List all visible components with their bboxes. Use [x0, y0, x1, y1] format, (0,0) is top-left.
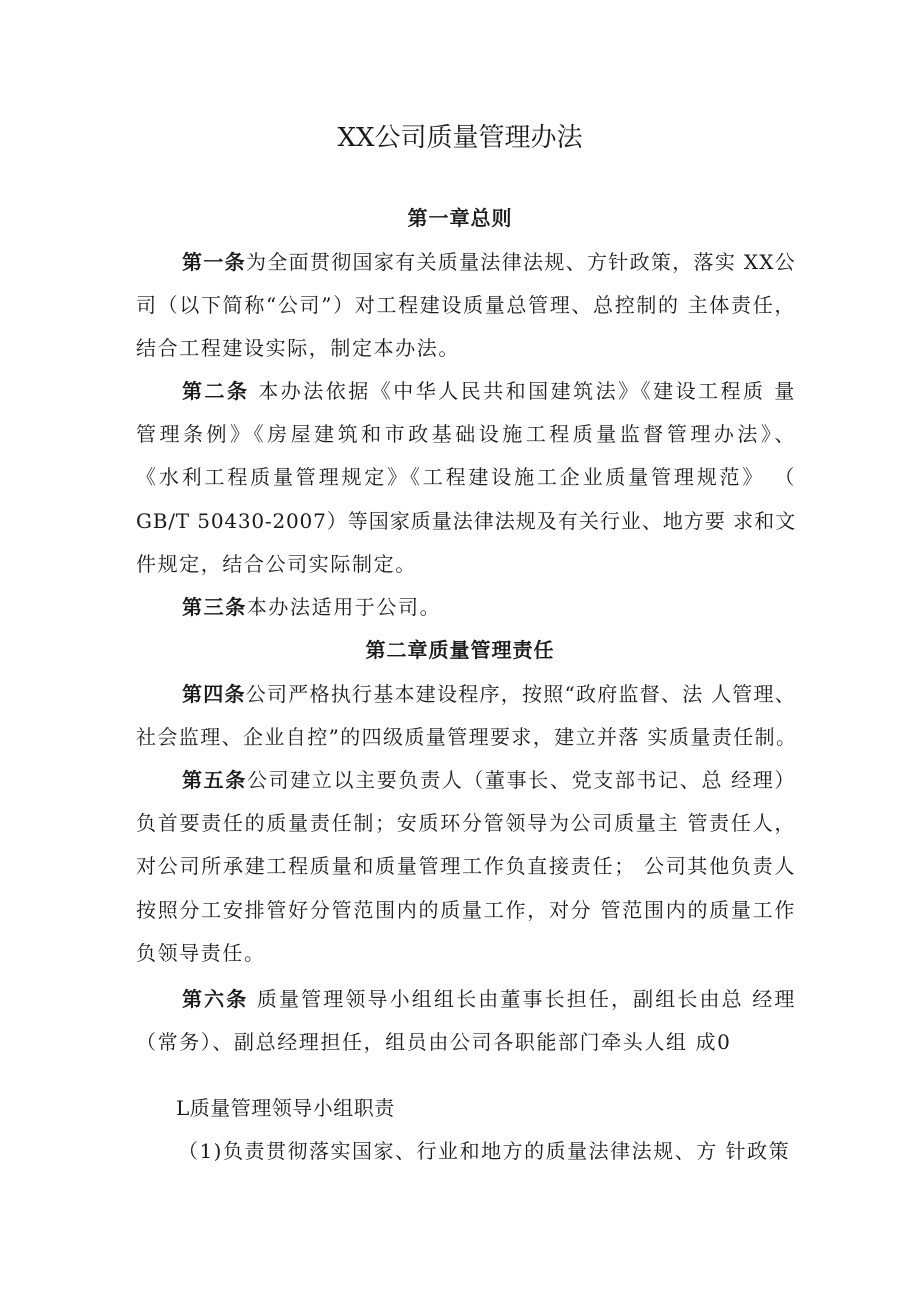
article-1-label: 第一条: [182, 250, 246, 274]
chapter-1-heading: 第一章总则: [407, 206, 513, 230]
article-4-label: 第四条: [182, 682, 246, 706]
article-1-line-2: 司（以下简称“公司”）对工程建设质量总管理、总控制的 主体责任，: [136, 293, 796, 317]
document-title: XX公司质量管理办法: [337, 123, 583, 153]
article-5-label: 第五条: [182, 768, 247, 792]
article-3-line-1: 第三条本办法适用于公司。: [182, 595, 442, 619]
article-1-line-1: 第一条为全面贯彻国家有关质量法律法规、方针政策，落实 XX公: [182, 250, 797, 274]
article-2-line-1: 第二条 本办法依据《中华人民共和国建筑法》《建设工程质 量: [182, 379, 796, 403]
article-5-line-5: 负领导责任。: [136, 941, 266, 965]
article-2-line-3: 《水利工程质量管理规定》《工程建设施工企业质量管理规范》 （: [136, 465, 796, 489]
section-item-1: （1)负责贯彻落实国家、行业和地方的质量法律法规、方 针政策: [178, 1139, 790, 1163]
article-4-line-1: 第四条公司严格执行基本建设程序，按照“政府监督、法 人管理、: [182, 682, 796, 706]
article-6-label: 第六条: [182, 987, 249, 1011]
article-5-line-4: 按照分工安排管好分管范围内的质量工作，对分 管范围内的质量工作: [136, 898, 796, 922]
article-2-line-4: GB/T 50430-2007）等国家质量法律法规及有关行业、地方要 求和文: [136, 509, 796, 533]
article-5-line-1: 第五条公司建立以主要负责人（董事长、党支部书记、总 经理）: [182, 768, 796, 792]
article-5-line-3: 对公司所承建工程质量和质量管理工作负直接责任； 公司其他负责人: [136, 854, 796, 878]
chapter-2-heading: 第二章质量管理责任: [365, 638, 555, 662]
article-4-line-2: 社会监理、企业自控”的四级质量管理要求，建立并落 实质量责任制。: [136, 725, 798, 749]
section-item-heading: L质量管理领导小组职责: [176, 1096, 395, 1120]
article-5-line-2: 负首要责任的质量责任制；安质环分管领导为公司质量主 管责任人，: [136, 811, 796, 835]
article-1-line-3: 结合工程建设实际，制定本办法。: [136, 336, 460, 360]
article-2-line-2: 管理条例》《房屋建筑和市政基础设施工程质量监督管理办法》、: [136, 422, 796, 446]
article-3-label: 第三条: [182, 595, 247, 619]
article-2-line-5: 件规定，结合公司实际制定。: [136, 552, 417, 576]
article-6-line-1: 第六条 质量管理领导小组组长由董事长担任，副组长由总 经理: [182, 987, 796, 1011]
article-6-line-2: （常务）、副总经理担任，组员由公司各职能部门牵头人组 成0: [136, 1030, 732, 1054]
article-2-label: 第二条: [182, 379, 250, 403]
